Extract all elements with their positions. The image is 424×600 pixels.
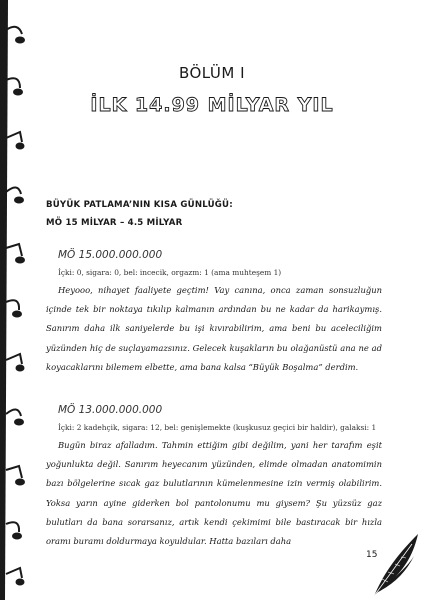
page-number: 15 — [366, 550, 378, 560]
diary-heading-line2: MÖ 15 MİLYAR – 4.5 MİLYAR — [46, 218, 183, 228]
chapter-title: İLK 14.99 MİLYAR YIL — [90, 94, 334, 116]
chapter-heading: BÖLÜM I — [178, 64, 246, 82]
diary-heading-line1: BÜYÜK PATLAMA’NIN KISA GÜNLÜĞÜ: — [46, 200, 233, 210]
feather-icon — [368, 526, 424, 600]
decorative-border — [0, 0, 26, 600]
diary-heading — [46, 196, 233, 232]
entry-text: Heyooo, nihayet faaliyete geçtim! Vay canına, onca zaman sonsuzluğun içinde tek bir noktaya tıkılıp kalmanın ardından bu ne kadar da harikaymış. Sanırım daha ilk saniyelerde bu işi kıvırabilirim, ama beni bu aceleciliğim yüzünden hiç de suçlayamazsınız. Gelecek kuşakların bu olağanüstü ana ne ad koyacaklarını bilemem elbette, ama bana kalsa “Büyük Boşalma” derdim. — [46, 285, 382, 372]
entry-stats: İçki: 0, sigara: 0, bel: incecik, orgazm: 1 (ama muhteşem 1) — [58, 268, 282, 277]
entry-text: Bugün biraz afalladım. Tahmin ettiğim gibi değilim, yani her tarafım eşit yoğunlukta değil. Sanırım heyecanım yüzünden, elimde olmadan anatomimin bazı bölgelerine sıcak gaz bulutlarının kümelenmesine izin vermiş olabilirim. Yoksa yarın ayine giderken bol pantolonumu mu giysem? Şu yüzsüz gaz bulutları da bana sorarsanız, artık kendi çekimimi bile bastıracak bir hızla oramı buramı doldurmaya koyuldular. Hatta bazıları daha — [46, 440, 382, 547]
entry-stats: İçki: 2 kadehçik, sigara: 12, bel: genişlemekte (kuşkusuz geçici bir haldir), galaksi: 1 — [58, 423, 377, 432]
entry-date: MÖ 15.000.000.000 — [58, 249, 163, 261]
entry-date: MÖ 13.000.000.000 — [58, 404, 163, 416]
